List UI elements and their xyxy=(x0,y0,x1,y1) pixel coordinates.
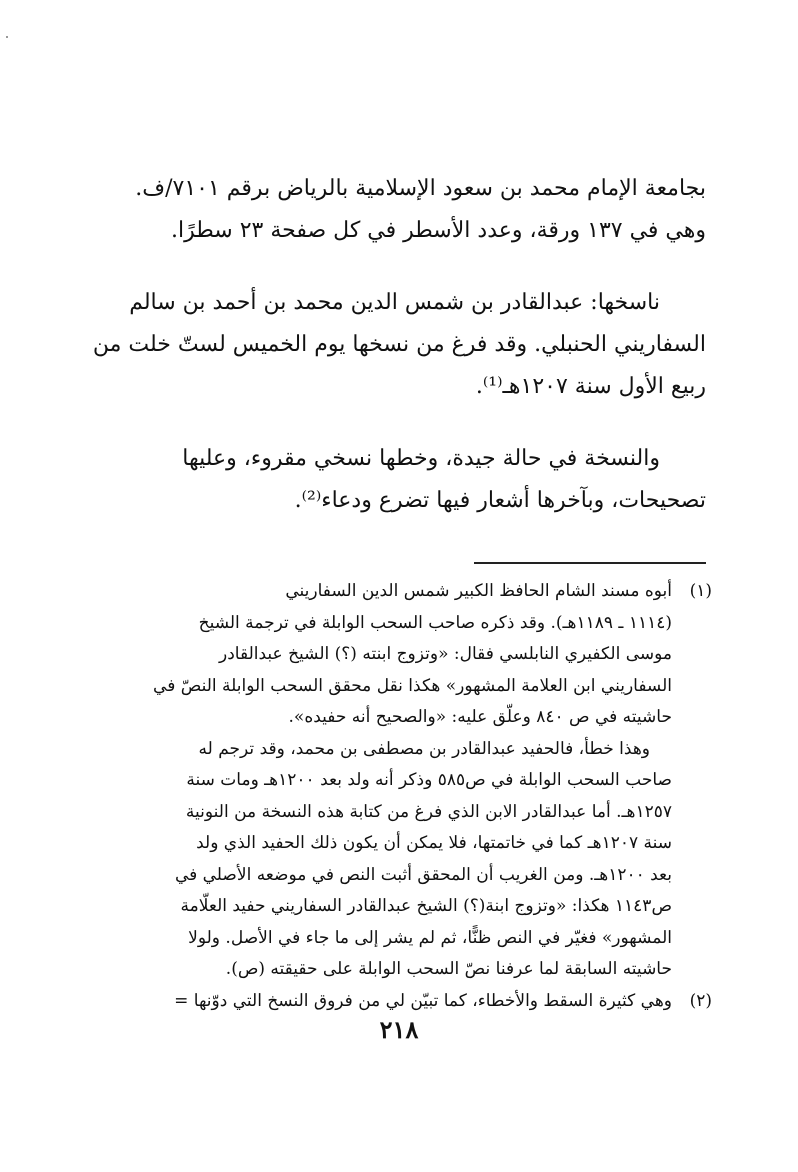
paragraph-2 xyxy=(84,282,706,408)
text-line: ربيع الأول سنة ١٢٠٧هـ⁽¹⁾. xyxy=(475,374,706,399)
footnote-line: سنة ١٢٠٧هـ كما في خاتمتها، فلا يمكن أن يكون ذلك الحفيد الذي ولد xyxy=(196,833,672,853)
footnote-line: وهي كثيرة السقط والأخطاء، كما تبيّن لي من فروق النسخ التي دوّنها = xyxy=(174,990,672,1011)
footnote-line: السفاريني ابن العلامة المشهور» هكذا نقل محقق السحب الوابلة النصّ في xyxy=(153,675,672,696)
footnote-line: موسى الكفيري النابلسي فقال: «وتزوج ابنته (؟) الشيخ عبدالقادر xyxy=(219,644,672,664)
footnote-line: ص١١٤٣ هكذا: «وتزوج ابنة(؟) الشيخ عبدالقادر السفاريني حفيد العلّامة xyxy=(180,896,672,916)
footnote-2 xyxy=(76,986,712,1018)
scan-speck xyxy=(6,36,8,38)
footnotes xyxy=(76,576,712,1017)
footnote-line: بعد ١٢٠٠هـ. ومن الغريب أن المحقق أثبت النص في موضعه الأصلي في xyxy=(174,864,672,885)
text-line: السفاريني الحنبلي. وقد فرغ من نسخها يوم الخميس لستّ خلت من xyxy=(92,332,706,357)
footnote-line: (١١١٤ ـ ١١٨٩هـ). وقد ذكره صاحب السحب الوابلة في ترجمة الشيخ xyxy=(198,612,672,633)
text-line: والنسخة في حالة جيدة، وخطها نسخي مقروء، وعليها xyxy=(182,446,660,471)
text-line: ناسخها: عبدالقادر بن شمس الدين محمد بن أحمد بن سالم xyxy=(129,290,660,315)
footnote-line: المشهور» فغيّر في النص ظنًّا، ثم لم يشر إلى ما جاء في الأصل. ولولا xyxy=(188,927,672,948)
footnote-number: (١) xyxy=(689,581,712,601)
footnote-line: حاشيته السابقة لما عرفنا نصّ السحب الوابلة على حقيقته (ص). xyxy=(225,959,672,979)
footnote-line: حاشيته في ص ٨٤٠ وعلّق عليه: «والصحيح أنه حفيده». xyxy=(288,707,672,727)
page-number: ٢١٨ xyxy=(379,1015,419,1044)
text-line: وهي في ١٣٧ ورقة، وعدد الأسطر في كل صفحة ٢٣ سطرًا. xyxy=(171,218,706,243)
main-text xyxy=(84,168,706,552)
footnote-line: ١٢٥٧هـ. أما عبدالقادر الابن الذي فرغ من كتابة هذه النسخة من النونية xyxy=(185,801,672,822)
text-line: بجامعة الإمام محمد بن سعود الإسلامية بالرياض برقم ٧١٠١/ف. xyxy=(135,176,706,201)
footnote-line: أبوه مسند الشام الحافظ الكبير شمس الدين السفاريني xyxy=(285,581,672,601)
paragraph-3 xyxy=(84,438,706,522)
footnote-1 xyxy=(76,576,712,986)
paragraph-1 xyxy=(84,168,706,252)
footnote-line: صاحب السحب الوابلة في ص٥٨٥ وذكر أنه ولد بعد ١٢٠٠هـ ومات سنة xyxy=(186,770,672,790)
footnote-separator xyxy=(474,562,706,564)
text-line: تصحيحات، وبآخرها أشعار فيها تضرع ودعاء⁽²⁾. xyxy=(294,488,706,513)
footnote-line: وهذا خطأ، فالحفيد عبدالقادر بن مصطفى بن محمد، وقد ترجم له xyxy=(198,738,650,759)
footnote-number: (٢) xyxy=(689,990,712,1011)
